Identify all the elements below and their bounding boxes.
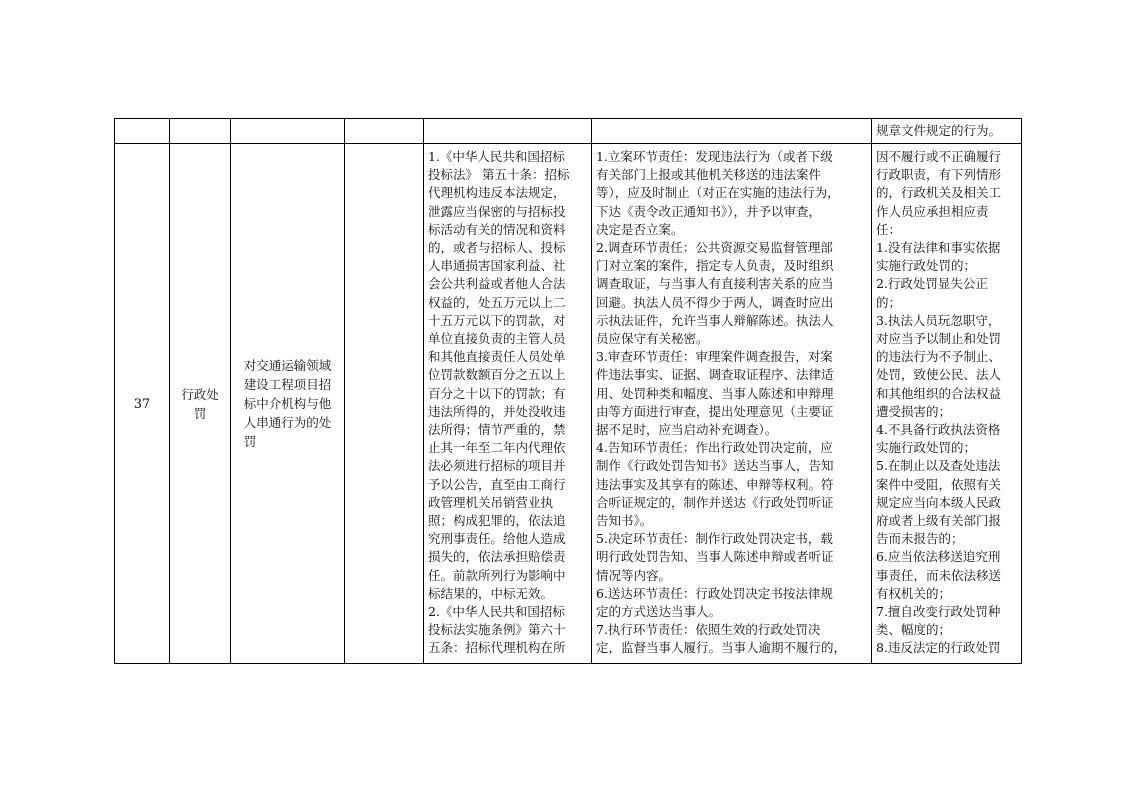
row-legal-basis: 1.《中华人民共和国招标 投标法》 第五十条：招标 代理机构违反本法规定， 泄露应当保密的与招标投 标活动有关的情况和资料 的，或者与招标人、投标 人串通损害国家利益、社 会公共利益或者他人合法 权益的，处五万元以上二 十五万元以下的罚款，对 单位直接负责的主管人员 和其他直接责任人员处单 位罚款数额百分之五以上 百分之十以下的罚款；有 违法所得的，并处没收违 法所得；情节严重的，禁 止其一年至二年内代理依 法必须进行招标的项目并 予以公告，直至由工商行 政管理机关吊销营业执 照；构成犯罪的，依法追 究刑事责任。给他人造成 损失的，依法承担赔偿责 任。前款所列行为影响中 标结果的，中标无效。 2.《中华人民共和国招标 投标法实施条例》第六十 五条：招标代理机构在所: [428, 149, 570, 656]
table-row: [115, 144, 1022, 664]
row-category: 行政处 罚: [181, 386, 219, 421]
prev-cell-item: [231, 119, 345, 144]
cell-basis: [424, 144, 592, 664]
row-item-name: 对交通运输领域 建设工程项目招 标中介机构与他 人串通行为的处 罚: [243, 358, 332, 449]
responsibility-table: [114, 118, 1022, 664]
row-responsibility-items: 1.立案环节责任：发现违法行为（或者下级 有关部门上报或其他机关移送的违法案件 等），应及时制止（对正在实施的违法行为， 下达《责令改正通知书》），并予以审查， 决定是否立案。 2.调查环节责任：公共资源交易监督管理部 门对立案的案件，指定专人负责，及时组织 调查取证，与当事人有直接利害关系的应当 回避。执法人员不得少于两人，调查时应出 示执法证件，允许当事人辩解陈述。执法人 员应保守有关秘密。 3.审查环节责任：审理案件调查报告，对案 件违法事实、证据、调查取证程序、法律适 用、处罚种类和幅度、当事人陈述和申辩理 由等方面进行审查，提出处理意见（主要证 据不足时，应当启动补充调查）。 4.告知环节责任：作出行政处罚决定前，应 制作《行政处罚告知书》送达当事人，告知 违法事实及其享有的陈述、申辩等权利。符 合听证规定的，制作并送达《行政处罚听证 告知书》。 5.决定环节责任：制作行政处罚决定书，载 明行政处罚告知、当事人陈述申辩或者听证 情况等内容。 6.送达环节责任：行政处罚决定书按法律规 定的方式送达当事人。 7.执行环节责任：依照生效的行政处罚决 定，监督当事人履行。当事人逾期不履行的，: [596, 149, 847, 656]
cell-accountability: [872, 144, 1022, 664]
prev-cell-responsibility: [592, 119, 872, 144]
row-accountability-items: 因不履行或不正确履行 行政职责，有下列情形 的，行政机关及相关工 作人员应承担相应责 任： 1.没有法律和事实依据 实施行政处罚的； 2.行政处罚显失公正 的； 3.执法人员玩忽职守， 对应当予以制止和处罚 的违法行为不予制止、 处罚，致使公民、法人 和其他组织的合法权益 遭受损害的； 4.不具备行政执法资格 实施行政处罚的； 5.在制止以及查处违法 案件中受阻，依照有关 规定应当向本级人民政 府或者上级有关部门报 告而未报告的； 6.应当依法移送追究刑 事责任，而未依法移送 有权机关的； 7.擅自改变行政处罚种 类、幅度的； 8.违反法定的行政处罚: [876, 149, 1002, 656]
cell-sub-item: [345, 144, 424, 664]
prev-cell-basis: [424, 119, 592, 144]
table-row-previous: [115, 119, 1022, 144]
cell-number: [115, 144, 170, 664]
prev-accountability-text: 规章文件规定的行为。: [876, 123, 1002, 138]
row-sub-item: [345, 144, 423, 148]
cell-category: [170, 144, 231, 664]
cell-item: [231, 144, 345, 664]
row-number: 37: [133, 397, 151, 412]
prev-cell-sub-item: [345, 119, 424, 144]
prev-cell-category: [170, 119, 231, 144]
prev-cell-accountability: [872, 119, 1022, 144]
prev-cell-number: [115, 119, 170, 144]
cell-responsibility: [592, 144, 872, 664]
